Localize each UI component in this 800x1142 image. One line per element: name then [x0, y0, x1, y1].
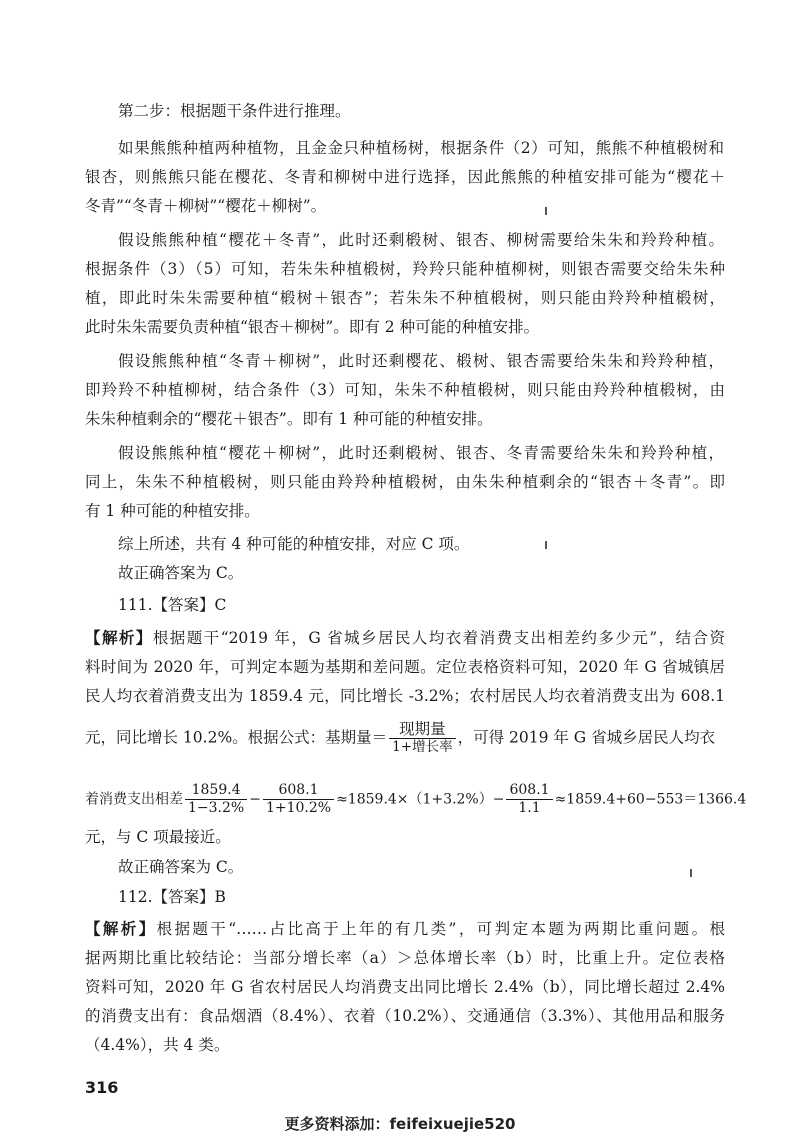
q111-calculation-line: 着消费支出相差 $\frac{1859.4}{1-3.2\%}$ − $\frac{608.1}{1+10.2\%}$ ≈1859.4×（1+3.2%）− $\frac{608.1}{1.1}$ ≈1859.4+60−553＝1366.4: [85, 782, 747, 816]
paragraph-line: 根据条件（3）（5）可知，若朱朱种植椴树，羚羚只能种植柳树，则银杏需要交给朱朱种: [85, 260, 725, 278]
paragraph-line: 即羚羚不种植柳树，结合条件（3）可知，朱朱不种植椴树，则只能由羚羚种植椴树，由: [85, 381, 725, 399]
scan-mark: [690, 869, 692, 877]
paragraph-line: 如果熊熊种植两种植物，且金金只种植杨树，根据条件（2）可知，熊熊不种植椴树和: [118, 139, 724, 157]
step-two-heading: 第二步：根据题干条件进行推理。: [118, 102, 351, 120]
paragraph-line: 此时朱朱需要负责种植“银杏＋柳树”。即有 2 种可能的种植安排。: [85, 318, 540, 336]
q111-analysis-line: 料时间为 2020 年，可判定本题为基期和差问题。定位表格资料可知，2020 年 G 省城镇居: [85, 658, 725, 676]
paragraph-line: 假设熊熊种植“樱花＋冬青”，此时还剩椴树、银杏、柳树需要给朱朱和羚羚种植。: [118, 231, 724, 249]
rural-approx-fraction: $\frac{608.1}{1.1}$: [506, 782, 552, 817]
q112-answer-label: 112.【答案】B: [118, 888, 226, 906]
page-number: 316: [85, 1078, 119, 1097]
analysis-tag: 【解析】: [85, 628, 153, 647]
q111-analysis-line: 民人均衣着消费支出为 1859.4 元，同比增长 -3.2%；农村居民人均衣着消费支出为 608.1: [85, 687, 725, 705]
summary-line: 综上所述，共有 4 种可能的种植安排，对应 C 项。: [118, 535, 470, 553]
q111-analysis-line: 【解析】根据题干“2019 年，G 省城乡居民人均衣着消费支出相差约多少元”，结合资: [85, 628, 725, 647]
paragraph-line: 银杏，则熊熊只能在樱花、冬青和柳树中进行选择，因此熊熊的种植安排可能为“樱花＋: [85, 168, 725, 186]
paragraph-line: 有 1 种可能的种植安排。: [85, 502, 260, 520]
paragraph-line: 假设熊熊种植“樱花＋柳树”，此时还剩椴树、银杏、冬青需要给朱朱和羚羚种植，: [118, 444, 724, 462]
q112-analysis-line: 资料可知，2020 年 G 省农村居民人均消费支出同比增长 2.4%（b），同比增长超过 2.4%: [85, 978, 725, 996]
paragraph-line: 植，即此时朱朱需要种植“椴树＋银杏”；若朱朱不种植椴树，则只能由羚羚种植椴树，: [85, 289, 725, 307]
q111-answer-label: 111.【答案】C: [118, 596, 227, 614]
paragraph-line: 冬青”“冬青＋柳树”“樱花＋柳树”。: [85, 197, 327, 215]
footer-note: 更多资料添加：feifeixuejie520: [284, 1115, 516, 1133]
paragraph-line: 假设熊熊种植“冬青＋柳树”，此时还剩樱花、椴树、银杏需要给朱朱和羚羚种植，: [118, 352, 724, 370]
urban-fraction: $\frac{1859.4}{1-3.2\%}$: [185, 782, 247, 817]
q112-analysis-line: （4.4%），共 4 类。: [85, 1036, 230, 1054]
rural-fraction: $\frac{608.1}{1+10.2\%}$: [263, 782, 334, 817]
paragraph-line: 朱朱种植剩余的“樱花＋银杏”。即有 1 种可能的种植安排。: [85, 410, 493, 428]
q112-analysis-line: 据两期比重比较结论：当部分增长率（a）＞总体增长率（b）时，比重上升。定位表格: [85, 949, 725, 967]
q111-analysis-line: 元，与 C 项最接近。: [85, 828, 231, 846]
q112-analysis-line: 【解析】根据题干“……占比高于上年的有几类”，可判定本题为两期比重问题。根: [85, 919, 725, 938]
scan-mark: [545, 207, 547, 215]
paragraph-line: 同上，朱朱不种植椴树，则只能由羚羚种植椴树，由朱朱种植剩余的“银杏＋冬青”。即: [85, 473, 725, 491]
q112-analysis-line: 的消费支出有：食品烟酒（8.4%）、衣着（10.2%）、交通通信（3.3%）、其他用品和服务: [85, 1007, 725, 1025]
base-formula-fraction: $\frac{\text{现期量}}{\text{1+增长率}}$: [389, 721, 455, 756]
analysis-tag: 【解析】: [85, 919, 157, 938]
q111-formula-line: 元，同比增长 10.2%。根据公式：基期量＝ $\frac{\text{现期量}}{\text{1+增长率}}$ ，可得 2019 年 G 省城乡居民人均衣: [85, 720, 716, 755]
scan-mark: [545, 541, 547, 549]
answer-statement: 故正确答案为 C。: [118, 564, 244, 582]
answer-statement: 故正确答案为 C。: [118, 858, 244, 876]
